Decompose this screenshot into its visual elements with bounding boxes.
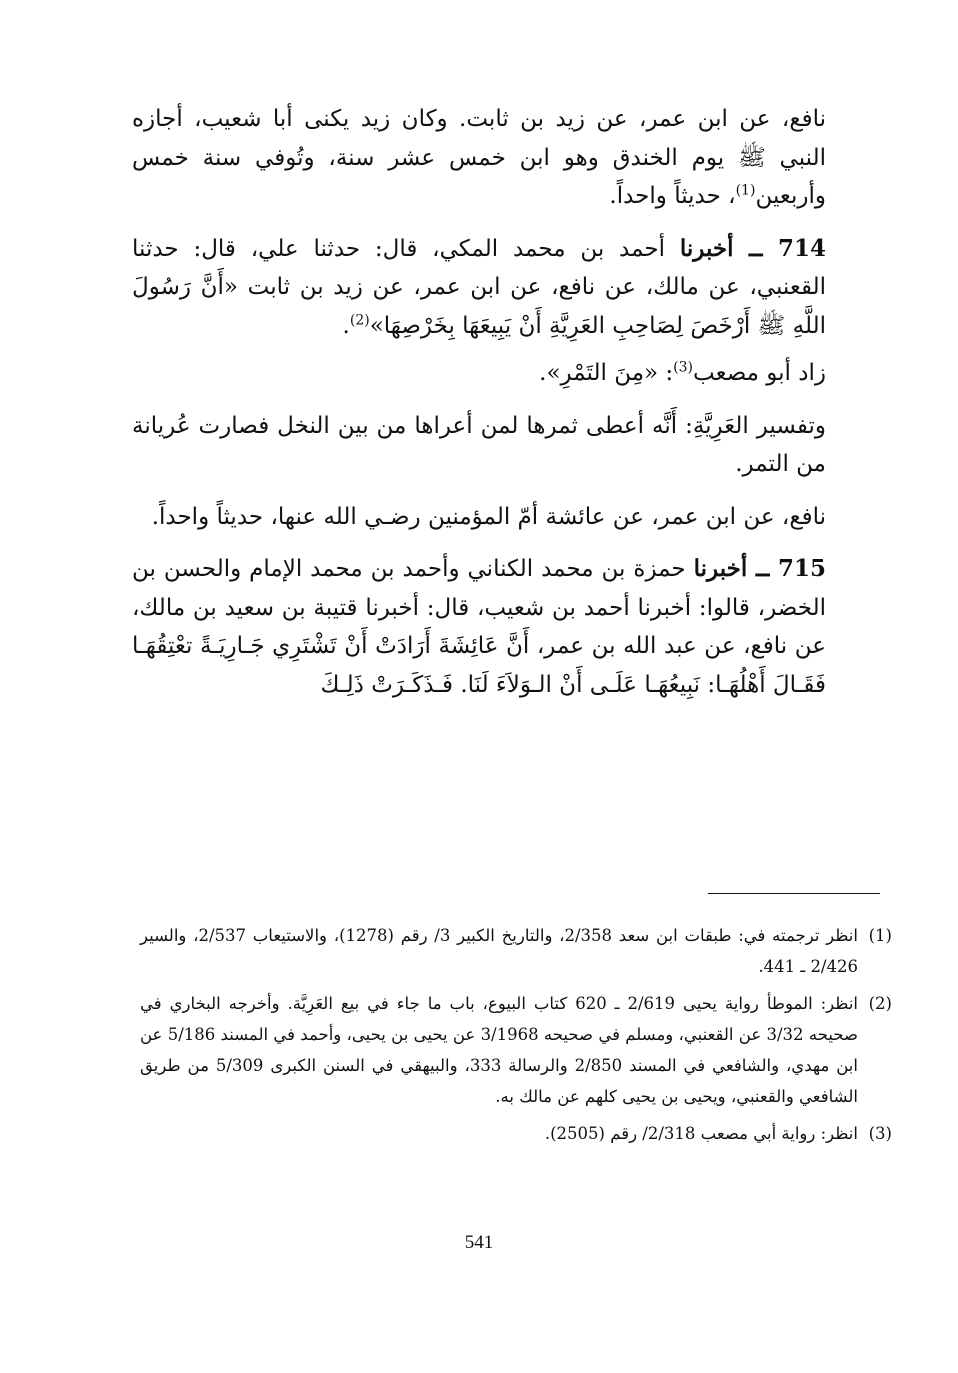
footnote-text: انظر: رواية أبي مصعب 2/318/ رقم (2505). [544, 1124, 858, 1143]
paragraph-aisha-chain: نافع، عن ابن عمر، عن عائشة أمّ المؤمنين رضـي الله عنها، حديثاً واحداً. [151, 503, 826, 530]
footnote-number: (1) [868, 926, 892, 945]
footnote-ref-1: (1) [735, 182, 756, 199]
footnote-number: (3) [868, 1124, 892, 1143]
main-text [132, 100, 826, 704]
hadith-text: حمزة بن محمد الكناني وأحمد بن محمد الإمام والحسن بن الخضر، قالوا: أخبرنا أحمد بن شعيب، قال: أخبرنا قتيبة بن سعيد بن مالك، عن نافع، عن عبد الله بن عمر، أَنَّ عَائِشَةَ أَرَادَتْ أَنْ تَشْتَرِي جَـارِيَـةً تعْتِقُهَـا فَقَـالَ أَهْلُهَـا: نَبِيعُهَـا عَلَـى أَنْ الـوَلاَءَ لَنَا. فَـذَكَـرَتْ ذَلِـكَ [132, 556, 826, 698]
paragraph-text: نافع، عن ابن عمر، عن زيد بن ثابت. وكان زيد يكنى أبا شعيب، أجازه النبي ﷺ يوم الخندق وهو ابن خمس عشر سنة، وتُوفي سنة خمس وأربعين [132, 106, 826, 209]
paragraph-text: زاد أبو مصعب [693, 360, 826, 386]
hadith-714 [132, 230, 826, 346]
hadith-715 [132, 550, 826, 704]
footnote-ref-3: (3) [673, 359, 694, 376]
hadith-number-715: 715 ــ أخبرنا [693, 555, 827, 582]
hadith-text: أحمد بن محمد المكي، قال: حدثنا علي، قال: حدثنا القعنبي، عن مالك، عن نافع، عن ابن عمر، عن زيد بن ثابت «أَنَّ رَسُولَ اللَّهِ ﷺ أَرْخَصَ لِصَاحِبِ العَرِيَّةِ أَنْ يَبِيعَهَا بِخَرْصِهَا» [132, 235, 826, 339]
footnote-text: انظر: الموطأ رواية يحيى 2/619 ـ 620 كتاب البيوع، باب ما جاء في بيع العَرِيَّة. وأخرجه البخاري في صحيحه 3/32 عن القعنبي، ومسلم في صحيحه 3/1968 عن يحيى بن يحيى، وأحمد في المسند 5/186 عن ابن مهدي، والشافعي في المسند 2/850 والرسالة 333، والبيهقي في السنن الكبرى 5/309 من طريق الشافعي والقعنبي، ويحيى بن يحيى كلهم عن مالك به. [140, 994, 858, 1106]
hadith-number-714: 714 ــ أخبرنا [679, 234, 826, 262]
footnotes [140, 920, 892, 1155]
footnote-2 [140, 988, 892, 1112]
footnote-divider [708, 893, 880, 894]
footnote-number: (2) [868, 994, 892, 1013]
paragraph-abu-musab [132, 354, 826, 393]
page-number: 541 [464, 1232, 494, 1253]
hadith-text-tail: . [342, 312, 350, 339]
footnote-ref-2: (2) [349, 311, 370, 328]
paragraph-text-tail: : «مِنَ التَمْرِ». [539, 360, 674, 386]
paragraph-text-tail: ، حديثاً واحداً. [609, 183, 736, 209]
footnote-1 [140, 920, 892, 982]
paragraph-zaid-bio [132, 100, 826, 216]
footnote-3 [140, 1118, 892, 1149]
paragraph-ariyya-definition: وتفسير العَرِيَّةِ: أَنَّه أعطى ثمرها لمن أعراها من بين النخل فصارت عُريانة من التمر. [132, 412, 826, 477]
footnote-text: انظر ترجمته في: طبقات ابن سعد 2/358، والتاريخ الكبير 3/ رقم (1278)، والاستيعاب 2/537، والسير 2/426 ـ 441. [140, 926, 858, 976]
